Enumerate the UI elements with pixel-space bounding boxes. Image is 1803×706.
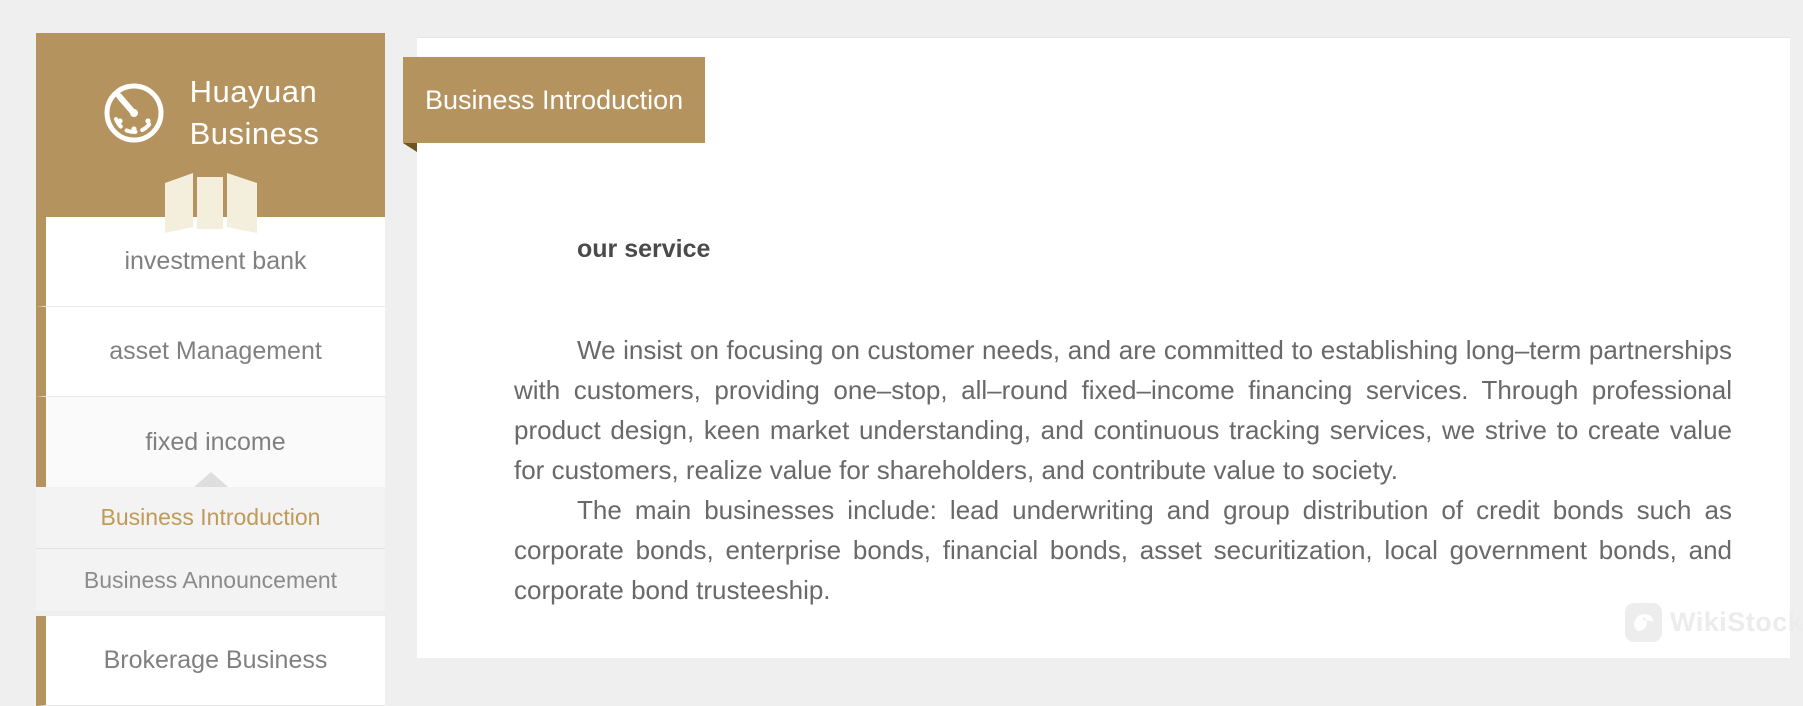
submenu-item-label: Business Announcement [83, 566, 338, 593]
tab-business-introduction[interactable] [403, 57, 705, 143]
tab-label: Business Introduction [425, 84, 684, 115]
wikistock-eagle-icon [1625, 603, 1662, 642]
brand-title-line2: Business [189, 116, 320, 151]
paragraph-main-businesses: The main businesses include: lead underwriting and group distribution of credit bonds such as corporate bonds, enterprise bonds, financial bonds, asset securitization, local government bonds, and corporate bond trusteeship. [514, 495, 1732, 605]
paragraph-services-overview: We insist on focusing on customer needs, and are committed to establishing long–term partnerships with customers, providing one–stop, all–round fixed–income financing services. Through professional product design, keen market understanding, and continuous tracking services, we strive to create value for customers, realize value for shareholders, and contribute value to society. [514, 335, 1732, 485]
article-content [514, 235, 1732, 610]
sidebar-item-label: asset Management [109, 337, 322, 365]
brand-title [190, 71, 320, 155]
caret-up-icon [194, 472, 228, 487]
huayuan-logo-icon [102, 81, 166, 145]
sidebar [36, 33, 385, 674]
fixed-income-submenu [36, 487, 385, 611]
brand-title-line1: Huayuan [189, 74, 318, 109]
section-heading: our service [577, 235, 711, 263]
sidebar-item-label: investment bank [124, 247, 307, 275]
sidebar-item-label: fixed income [145, 427, 286, 456]
submenu-item-label: Business Introduction [100, 504, 321, 530]
tab-fold-decoration [403, 143, 417, 152]
open-book-icon [165, 171, 257, 233]
wikistock-watermark [1625, 603, 1803, 642]
watermark-label: WikiStock [1670, 607, 1803, 637]
sidebar-item-asset-management[interactable] [36, 307, 385, 397]
sidebar-item-brokerage-business[interactable] [36, 616, 385, 706]
submenu-item-business-announcement[interactable] [36, 549, 385, 611]
sidebar-brand-header[interactable] [36, 33, 385, 217]
sidebar-item-label: Brokerage Business [103, 646, 328, 674]
submenu-item-business-introduction[interactable] [36, 487, 385, 549]
